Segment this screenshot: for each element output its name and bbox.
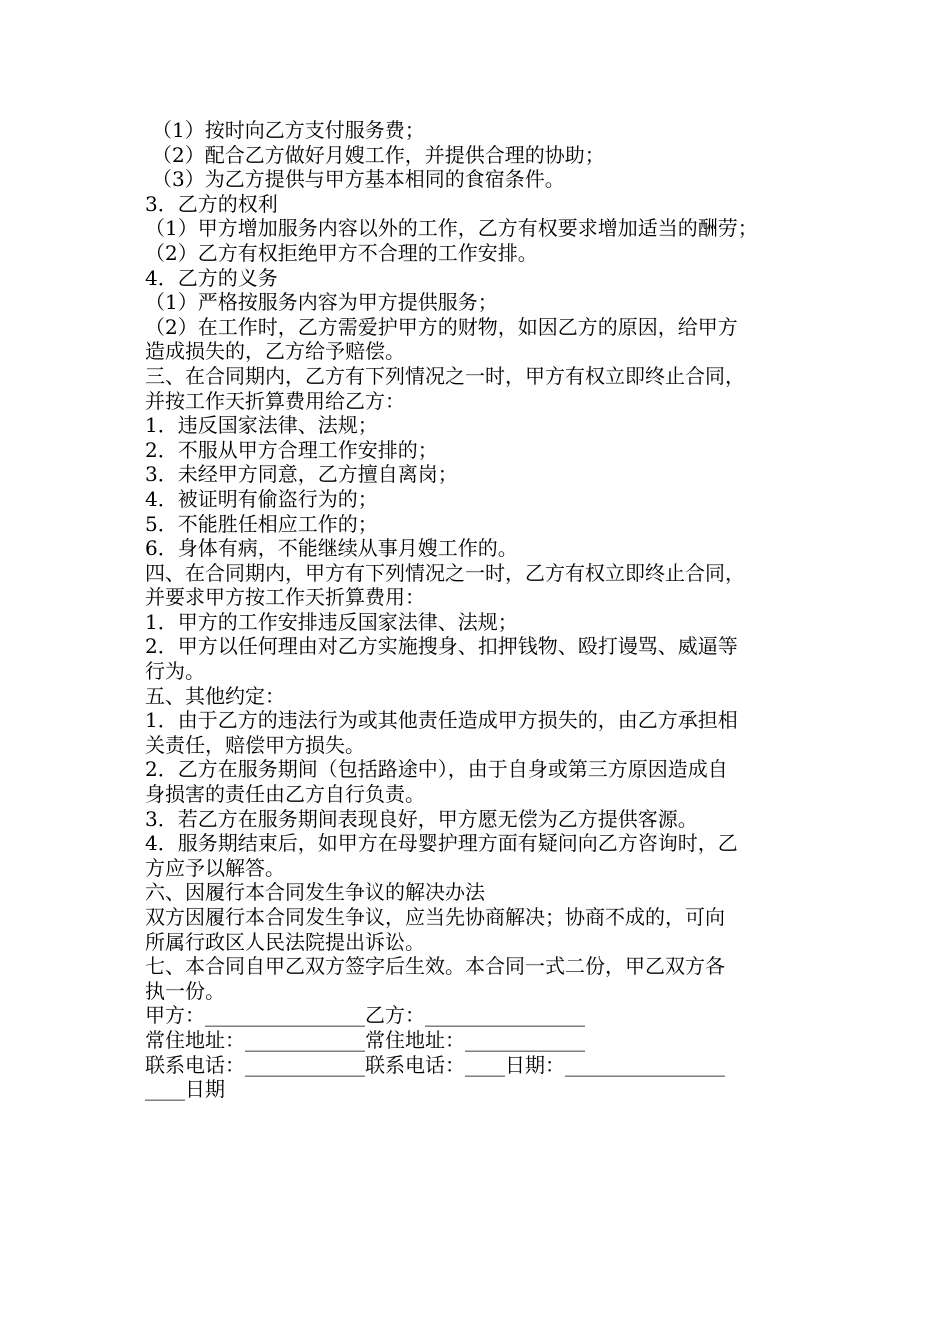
clause-line: 关责任，赔偿甲方损失。 (145, 732, 365, 757)
signature-line-address: 常住地址：____________常住地址：____________ (145, 1027, 585, 1052)
clause-line: 4．服务期结束后，如甲方在母婴护理方面有疑问向乙方咨询时，乙 (145, 831, 738, 856)
clause-line: 2．乙方在服务期间（包括路途中），由于自身或第三方原因造成自 (145, 757, 728, 782)
clause-line: 造成损失的，乙方给予赔偿。 (145, 339, 405, 364)
clause-line: （2）配合乙方做好月嫂工作，并提供合理的协助； (152, 142, 605, 167)
clause-line: 3．若乙方在服务期间表现良好，甲方愿无偿为乙方提供客源。 (145, 806, 698, 831)
clause-line: 1．甲方的工作安排违反国家法律、法规； (145, 609, 518, 634)
section-heading: 六、因履行本合同发生争议的解决办法 (145, 880, 485, 905)
clause-line: 3．未经甲方同意，乙方擅自离岗； (145, 462, 458, 487)
clause-line: 执一份。 (145, 978, 225, 1003)
clause-line: 1．由于乙方的违法行为或其他责任造成甲方损失的，由乙方承担相 (145, 708, 738, 733)
clause-line: （3）为乙方提供与甲方基本相同的食宿条件。 (152, 167, 565, 192)
clause-line: 身损害的责任由乙方自行负责。 (145, 782, 425, 807)
clause-line: 5．不能胜任相应工作的； (145, 511, 378, 536)
signature-line-party: 甲方：________________乙方：________________ (145, 1003, 585, 1028)
clause-line: 行为。 (145, 659, 205, 684)
section-heading: 四、在合同期内，甲方有下列情况之一时，乙方有权立即终止合同， (145, 560, 745, 585)
clause-line: （1）按时向乙方支付服务费； (152, 118, 425, 142)
clause-line: 2．甲方以任何理由对乙方实施搜身、扣押钱物、殴打谩骂、威逼等 (145, 634, 738, 659)
clause-line: 所属行政区人民法院提出诉讼。 (145, 929, 425, 954)
clause-line: 4．被证明有偷盗行为的； (145, 486, 378, 511)
clause-line: 并要求甲方按工作天折算费用： (145, 585, 425, 610)
signature-line-phone-date: 联系电话：____________联系电话：____日期：________________ (145, 1052, 725, 1077)
section-heading: 七、本合同自甲乙双方签字后生效。本合同一式二份，甲乙双方各 (145, 954, 725, 979)
section-heading: 三、在合同期内，乙方有下列情况之一时，甲方有权立即终止合同， (145, 363, 745, 388)
clause-line: 方应予以解答。 (145, 855, 285, 880)
signature-line-date: ____日期 (145, 1077, 225, 1102)
contract-page (145, 118, 835, 1102)
section-heading: 4．乙方的义务 (145, 265, 278, 290)
clause-line: 6．身体有病，不能继续从事月嫂工作的。 (145, 536, 518, 561)
clause-line: （1）严格按服务内容为甲方提供服务； (145, 290, 498, 315)
clause-line: 1．违反国家法律、法规； (145, 413, 378, 438)
clause-line: （2）在工作时，乙方需爱护甲方的财物，如因乙方的原因，给甲方 (145, 314, 738, 339)
clause-line: 双方因履行本合同发生争议，应当先协商解决；协商不成的，可向 (145, 905, 725, 929)
clause-line: 并按工作天折算费用给乙方： (145, 388, 405, 413)
clause-line: 2．不服从甲方合理工作安排的； (145, 437, 438, 462)
section-heading: 3．乙方的权利 (145, 191, 278, 216)
clause-line: （1）甲方增加服务内容以外的工作，乙方有权要求增加适当的酬劳； (145, 216, 758, 241)
clause-line: （2）乙方有权拒绝甲方不合理的工作安排。 (145, 240, 538, 265)
section-heading: 五、其他约定： (145, 683, 285, 708)
